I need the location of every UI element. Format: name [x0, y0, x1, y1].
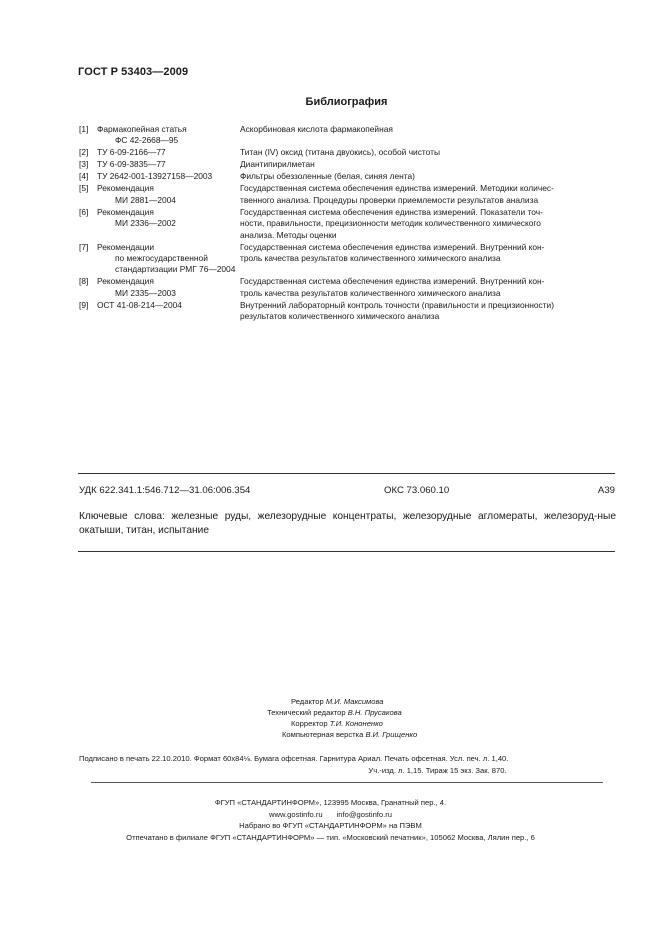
bibliography-entry	[79, 183, 615, 206]
keywords: Ключевые слова: железные руды, железорудные концентраты, железорудные агломераты, железоруд-ные окатыши, титан, испытание	[79, 511, 616, 536]
entry-description	[240, 171, 615, 182]
entry-number: [8]	[79, 276, 89, 287]
entry-description-line: троль качества результатов количественного химического анализа	[240, 287, 501, 298]
divider-thin	[91, 782, 603, 783]
credits-block	[0, 696, 661, 740]
entry-description	[240, 300, 615, 323]
entry-source-line: ТУ 6-09-2166—77	[97, 147, 166, 158]
credit-role: Редактор	[291, 697, 326, 706]
entry-source-line: ТУ 6-09-3835—77	[97, 159, 166, 170]
entry-source-line: ФС 42-2668—95	[115, 135, 179, 146]
entry-source	[97, 147, 240, 158]
entry-source	[97, 300, 240, 323]
bibliography-entry	[79, 300, 615, 323]
entry-source-line: МИ 2881—2004	[115, 194, 176, 205]
bibliography-title	[0, 96, 661, 108]
bibliography-entry	[79, 147, 615, 158]
entry-source	[97, 183, 240, 206]
entry-number: [3]	[79, 159, 89, 170]
entry-number: [6]	[79, 206, 89, 217]
entry-number: [2]	[79, 147, 89, 158]
publisher-contacts	[0, 809, 661, 821]
bibliography-entry	[79, 276, 615, 299]
classification-code: А39	[597, 485, 615, 496]
credit-line	[267, 707, 661, 718]
credit-name: М.И. Максимова	[325, 697, 384, 706]
print-info-line1: Подписано в печать 22.10.2010. Формат 60x84⅛. Бумага офсетная. Гарнитура Ариал. Печать офсетная. Усл. печ. л. 1,40.	[79, 754, 509, 763]
publisher-email: info@gostinfo.ru	[336, 809, 393, 819]
credit-line	[282, 729, 661, 740]
entry-description-line: Титан (IV) оксид (титана двуокись), особой чистоты	[240, 147, 440, 158]
entry-source-line: МИ 2335—2003	[115, 287, 176, 298]
print-info-line2: Уч.-изд. л. 1,15. Тираж 15 экз. Зак. 870.	[368, 766, 507, 775]
entry-description	[240, 147, 615, 158]
entry-description	[240, 242, 615, 276]
oks-code: ОКС 73.060.10	[384, 485, 450, 496]
publisher-website: www.gostinfo.ru	[268, 809, 323, 819]
publisher-typeset: Набрано во ФГУП «СТАНДАРТИНФОРМ» на ПЭВМ	[239, 821, 422, 831]
bibliography-title-text: Библиография	[305, 96, 388, 108]
entry-source	[97, 124, 240, 147]
entry-description-line: анализа. Методы оценки	[240, 229, 337, 240]
credit-line	[291, 718, 661, 729]
classification-row	[79, 485, 615, 499]
entry-source-line: МИ 2336—2002	[115, 218, 176, 229]
publisher-block	[0, 797, 661, 843]
entry-source	[97, 242, 240, 276]
entry-description	[240, 276, 615, 299]
entry-description	[240, 207, 615, 241]
entry-number: [1]	[79, 124, 89, 134]
entry-source-line: Рекомендация	[97, 183, 154, 194]
entry-source	[97, 207, 240, 241]
credit-role: Технический редактор	[267, 708, 348, 717]
credit-name: В.И. Грищенко	[365, 730, 418, 739]
credit-name: Т.И. Кононенко	[329, 719, 383, 728]
entry-description-line: Государственная система обеспечения единства измерений. Показатели точ-	[240, 206, 543, 217]
divider-bottom	[78, 551, 615, 552]
credit-role: Корректор	[291, 719, 330, 728]
entry-description	[240, 124, 615, 147]
entry-description-line: троль качества результатов количественного химического анализа	[240, 253, 501, 264]
entry-source-line: по межгосударственной	[115, 253, 208, 264]
entry-description-line: Государственная система обеспечения единства измерений. Внутренний кон-	[240, 241, 545, 252]
entry-description-line: Диантипирилметан	[240, 159, 315, 170]
entry-source-line: ОСТ 41-08-214—2004	[97, 299, 182, 310]
credit-line	[291, 696, 661, 707]
publisher-address: ФГУП «СТАНДАРТИНФОРМ», 123995 Москва, Гранатный пер., 4.	[214, 798, 447, 807]
credit-role: Компьютерная верстка	[282, 730, 366, 739]
entry-description-line: Государственная система обеспечения единства измерений. Внутренний кон-	[240, 276, 545, 287]
entry-description	[240, 159, 615, 170]
bibliography-list	[79, 124, 615, 323]
entry-source-line: Рекомендации	[97, 241, 155, 252]
entry-source-line: Рекомендация	[97, 206, 154, 217]
credit-name: В.Н. Прусакова	[347, 708, 402, 717]
entry-description-line: Внутренний лабораторный контроль точности (правильности и прецизионности)	[240, 299, 555, 310]
entry-number: [4]	[79, 171, 89, 182]
standard-header: ГОСТ Р 53403—2009	[78, 66, 189, 78]
bibliography-entry	[79, 124, 615, 147]
entry-description-line: результатов количественного химического анализа	[240, 311, 440, 322]
udk-code: УДК 622.341.1:546.712—31.06:006.354	[79, 485, 251, 496]
entry-number: [5]	[79, 183, 89, 194]
entry-source-line: Рекомендация	[97, 276, 154, 287]
bibliography-entry	[79, 207, 615, 241]
entry-description	[240, 183, 615, 206]
entry-source	[97, 159, 240, 170]
entry-source	[97, 276, 240, 299]
entry-description-line: Аскорбиновая кислота фармакопейная	[240, 124, 393, 134]
entry-source-line: ТУ 2642-001-13927158—2003	[97, 171, 213, 182]
entry-number: [7]	[79, 241, 89, 252]
bibliography-entry	[79, 242, 615, 276]
print-info	[79, 753, 616, 777]
publisher-printed: Отпечатано в филиале ФГУП «СТАНДАРТИНФОРМ» — тип. «Московский печатник», 105062 Москва, Лялин пер., 6	[126, 832, 535, 842]
entry-description-line: твенного анализа. Процедуры проверки приемлемости результатов анализа	[240, 194, 539, 205]
entry-description-line: Фильтры обеззоленные (белая, синяя лента)	[240, 171, 415, 182]
bibliography-entry	[79, 159, 615, 170]
entry-description-line: Государственная система обеспечения единства измерений. Методики количес-	[240, 183, 554, 194]
entry-description-line: ности, правильности, прецизионности методик количественного химического	[240, 218, 541, 229]
entry-source-line: стандартизации РМГ 76—2004	[115, 264, 236, 275]
entry-number: [9]	[79, 299, 89, 310]
divider-top	[78, 473, 615, 474]
entry-source	[97, 171, 240, 182]
entry-source-line: Фармакопейная статья	[97, 124, 187, 134]
bibliography-entry	[79, 171, 615, 182]
